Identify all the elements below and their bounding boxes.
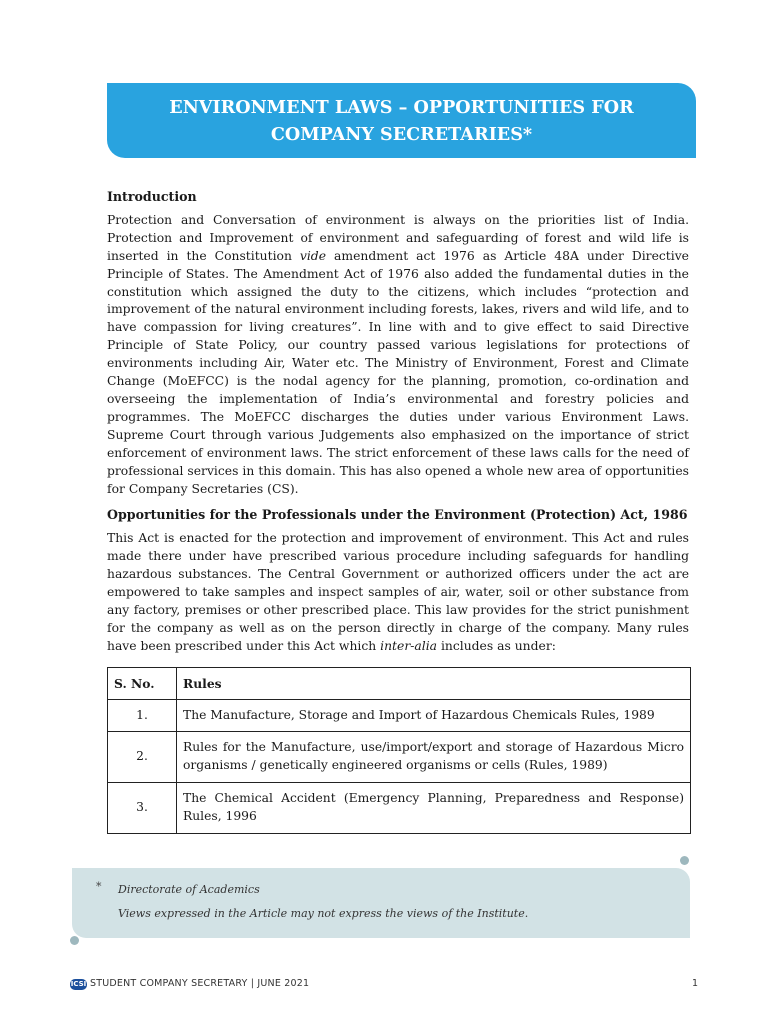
row-rule: Rules for the Manufacture, use/import/export and storage of Hazardous Micro organisms / genetically engineered organisms or cells (Rules, 1989)	[177, 732, 691, 783]
footnote-marker: *	[96, 880, 102, 893]
footnote-line-2: Views expressed in the Article may not express the views of the Institute.	[118, 907, 529, 920]
intro-text-b: amendment act 1976 as Article 48A under Directive Principle of States. The Amendment Act of 1976 also added the fundamental duties in the constitution which assigned the duty to the citizens, which includes “protection and improvement of the natural environment including forests, lakes, rivers and wild life, and to have compassion for living creatures”. In line with and to give effect to said Directive Principle of State Policy, our country passed various legislations for protections of environments including Air, Water etc. The Ministry of Environment, Forest and Climate Change (MoEFCC) is the nodal agency for the planning, promotion, co-ordination and overseeing the implementation of India’s environmental and forestry policies and programmes. The MoEFCC discharges the duties under various Environment Laws. Supreme Court through various Judgements also emphasized on the importance of strict enforcement of environment laws. The strict enforcement of these laws calls for the need of professional services in this domain. This has also opened a whole new area of opportunities for Company Secretaries (CS).	[107, 248, 689, 496]
footnote-line-1: Directorate of Academics	[118, 883, 260, 896]
footnote-text	[118, 878, 528, 926]
publication-name: STUDENT COMPANY SECRETARY | JUNE 2021	[90, 978, 310, 989]
header-sno: S. No.	[108, 667, 177, 699]
row-sno: 1.	[108, 699, 177, 732]
section-heading: Opportunities for the Professionals under the Environment (Protection) Act, 1986	[107, 507, 688, 523]
header-rules: Rules	[177, 667, 691, 699]
note-corner-dot-icon	[680, 856, 689, 865]
rules-table	[107, 667, 691, 834]
table-row	[108, 732, 691, 783]
section-paragraph	[107, 530, 689, 655]
icsi-logo-icon: ICSI	[70, 980, 87, 988]
table-row	[108, 783, 691, 834]
title-banner	[107, 83, 696, 158]
intro-text-vide: vide	[299, 248, 327, 263]
title-line-2: COMPANY SECRETARIES*	[270, 123, 533, 145]
table-row	[108, 699, 691, 732]
intro-paragraph	[107, 212, 689, 499]
intro-text-a: Protection and Conversation of environment is always on the priorities list of India. Protection and Improvement of environment and safeguarding of forest and wild life is inserted in the Constitution	[107, 212, 689, 263]
article-body	[107, 188, 689, 834]
note-corner-dot-icon	[70, 936, 79, 945]
row-sno: 2.	[108, 732, 177, 783]
section-text-b: includes as under:	[437, 638, 556, 653]
row-rule: The Manufacture, Storage and Import of Hazardous Chemicals Rules, 1989	[177, 699, 691, 732]
page-footer	[70, 978, 698, 994]
row-sno: 3.	[108, 783, 177, 834]
row-rule: The Chemical Accident (Emergency Planning, Preparedness and Response) Rules, 1996	[177, 783, 691, 834]
table-header-row	[108, 667, 691, 699]
section-text-inter-alia: inter-alia	[380, 638, 438, 653]
title-line-1: ENVIRONMENT LAWS – OPPORTUNITIES FOR	[169, 96, 634, 118]
section-text-a: This Act is enacted for the protection and improvement of environment. This Act and rules made there under have prescribed various procedure including safeguards for handling hazardous substances. The Central Government or authorized officers under the act are empowered to take samples and inspect samples of air, water, soil or other substance from any factory, premises or other prescribed place. This law provides for the strict punishment for the company as well as on the person directly in charge of the company. Many rules have been prescribed under this Act which	[107, 531, 689, 653]
page-number: 1	[691, 978, 698, 989]
intro-heading: Introduction	[107, 189, 197, 204]
